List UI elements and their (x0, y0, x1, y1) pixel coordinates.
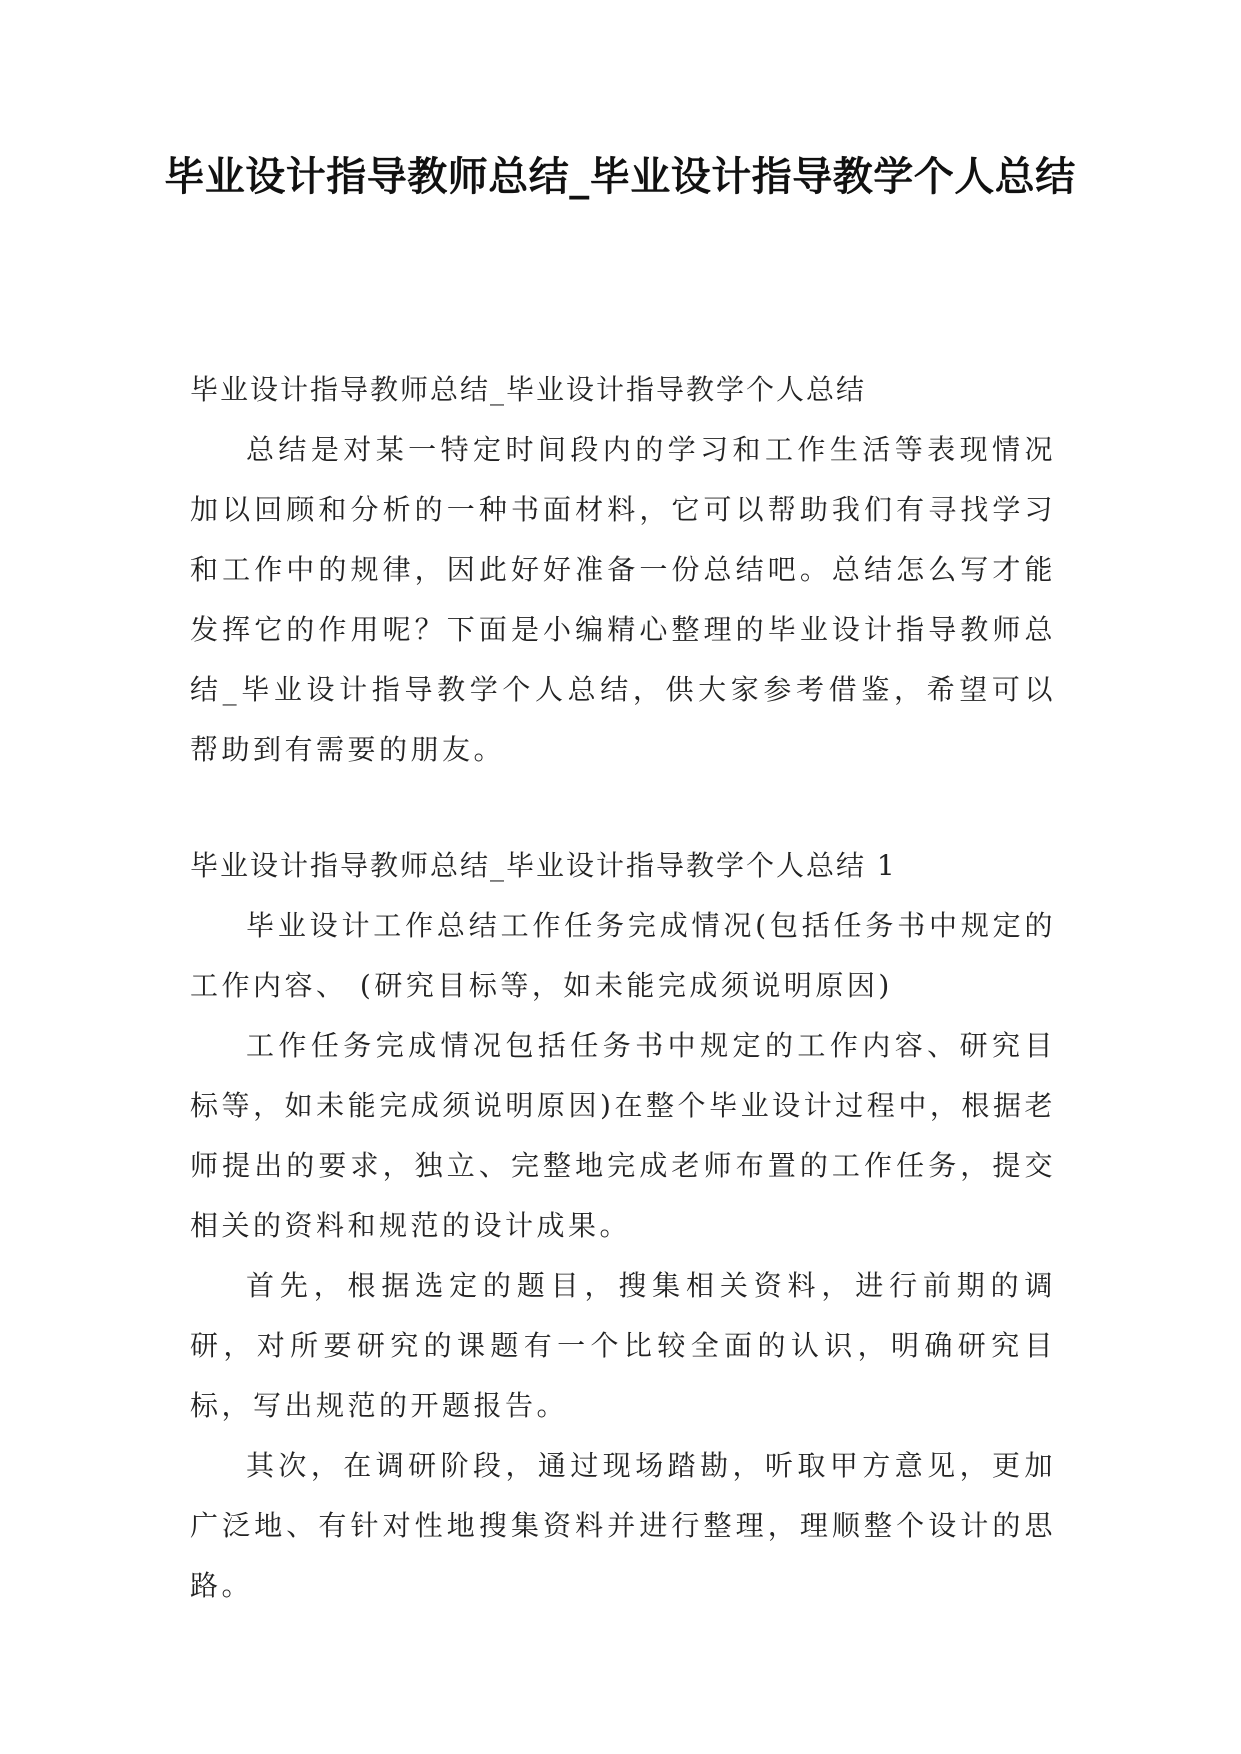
document-body (190, 360, 1056, 1616)
intro-paragraph: 总结是对某一特定时间段内的学习和工作生活等表现情况加以回顾和分析的一种书面材料，它可以帮助我们有寻找学习和工作中的规律，因此好好准备一份总结吧。总结怎么写才能发挥它的作用呢？下面是小编精心整理的毕业设计指导教师总结_毕业设计指导教学个人总结，供大家参考借鉴，希望可以帮助到有需要的朋友。 (190, 433, 1056, 766)
body-paragraph: 首先，根据选定的题目，搜集相关资料，进行前期的调研，对所要研究的课题有一个比较全面的认识，明确研究目标，写出规范的开题报告。 (190, 1269, 1056, 1422)
document-title: 毕业设计指导教师总结_毕业设计指导教学个人总结 (164, 154, 1076, 200)
section-heading: 毕业设计指导教师总结_毕业设计指导教学个人总结 1 (190, 849, 897, 882)
intro-heading: 毕业设计指导教师总结_毕业设计指导教学个人总结 (190, 373, 867, 406)
body-paragraph: 其次，在调研阶段，通过现场踏勘，听取甲方意见，更加广泛地、有针对性地搜集资料并进行整理，理顺整个设计的思路。 (190, 1449, 1056, 1602)
section-spacer (190, 780, 1056, 836)
body-paragraph: 工作任务完成情况包括任务书中规定的工作内容、研究目标等，如未能完成须说明原因)在整个毕业设计过程中，根据老师提出的要求，独立、完整地完成老师布置的工作任务，提交相关的资料和规范的设计成果。 (190, 1029, 1056, 1242)
body-paragraph: 毕业设计工作总结工作任务完成情况(包括任务书中规定的工作内容、 (研究目标等，如未能完成须说明原因) (190, 909, 1056, 1002)
